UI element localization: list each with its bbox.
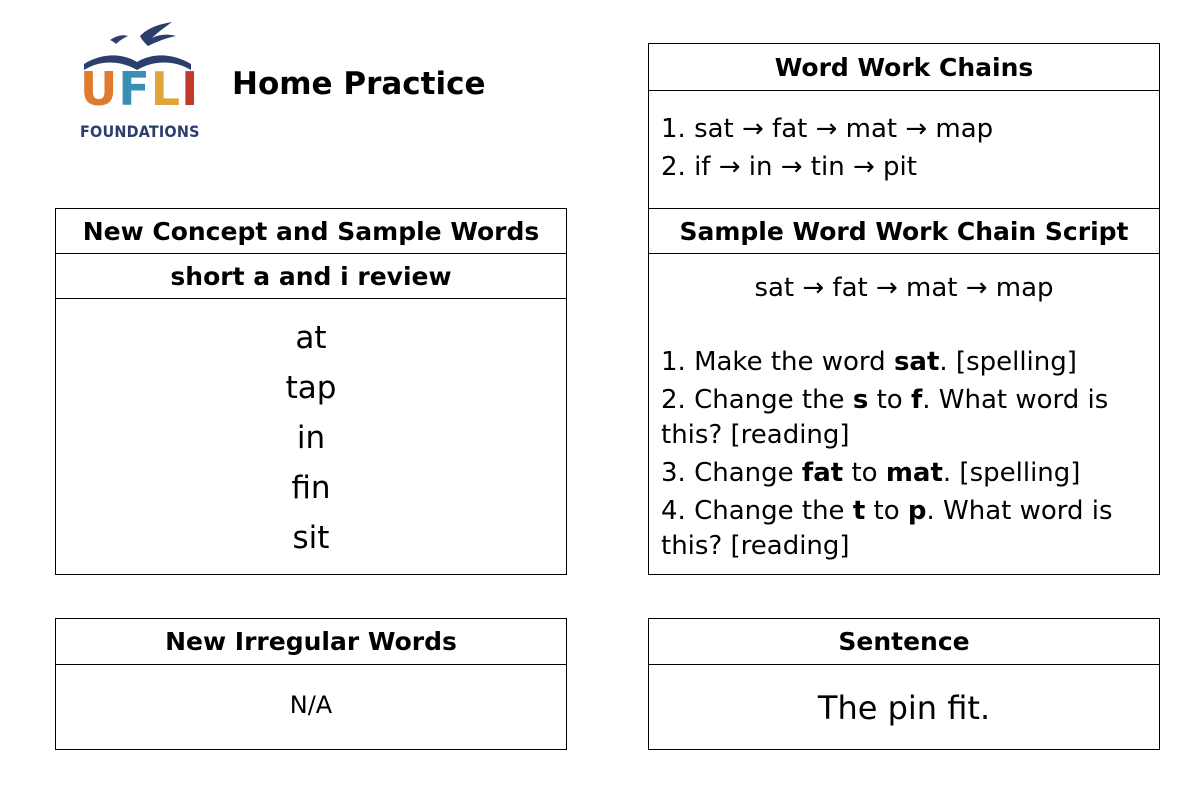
irregular-value: N/A (289, 691, 333, 719)
sample-word-list (56, 320, 566, 570)
step-bold: s (852, 385, 869, 415)
logo-letter-l: L (150, 62, 182, 116)
script-step (661, 383, 1139, 453)
page-title: Home Practice (232, 66, 486, 102)
concept-subheading: short a and i review (56, 254, 566, 299)
step-text: to (868, 385, 911, 415)
step-text: to (865, 496, 908, 526)
sample-word: tap (285, 370, 337, 406)
step-text: 4. Change the (661, 496, 853, 526)
script-step (661, 494, 1139, 564)
step-text: . What word is this? [reading] (661, 385, 1109, 450)
step-bold: mat (885, 458, 943, 488)
ufli-logo (80, 22, 200, 142)
step-text: 2. Change the (661, 385, 853, 415)
irregular-heading: New Irregular Words (56, 619, 566, 665)
step-text: . What word is this? [reading] (661, 496, 1113, 561)
concept-panel (55, 208, 567, 575)
chain-line: 1. sat → fat → mat → map (661, 114, 994, 144)
irregular-words-panel (55, 618, 567, 750)
step-text: 3. Change (661, 458, 802, 488)
concept-heading: New Concept and Sample Words (56, 209, 566, 254)
sentence-panel (648, 618, 1160, 750)
script-step (661, 345, 1139, 380)
script-steps (661, 345, 1139, 567)
step-bold: p (907, 496, 927, 526)
word-chains-panel (648, 43, 1160, 210)
logo-letter-i: I (181, 62, 200, 116)
sentence-heading: Sentence (649, 619, 1159, 665)
logo-letter-f: F (118, 62, 151, 116)
logo-wordmark (80, 62, 200, 116)
script-heading: Sample Word Work Chain Script (649, 209, 1159, 254)
step-text: to (843, 458, 886, 488)
sample-word: at (295, 320, 327, 356)
chain-line: 2. if → in → tin → pit (661, 152, 917, 182)
step-text: . [spelling] (942, 458, 1081, 488)
sample-word: in (296, 420, 326, 456)
logo-subtitle: FOUNDATIONS (80, 122, 200, 141)
logo-letter-u: U (80, 62, 119, 116)
step-bold: fat (801, 458, 844, 488)
script-step (661, 456, 1139, 491)
chains-heading: Word Work Chains (649, 44, 1159, 91)
script-chain: sat → fat → mat → map (754, 273, 1054, 303)
sample-word: sit (292, 520, 330, 556)
sentence-value: The pin fit. (817, 689, 991, 727)
step-bold: f (910, 385, 923, 415)
chain-script-panel (648, 208, 1160, 575)
step-text: 1. Make the word (661, 347, 894, 377)
step-bold: sat (893, 347, 940, 377)
step-bold: t (852, 496, 866, 526)
step-text: . [spelling] (939, 347, 1077, 377)
sample-word: fin (291, 470, 331, 506)
